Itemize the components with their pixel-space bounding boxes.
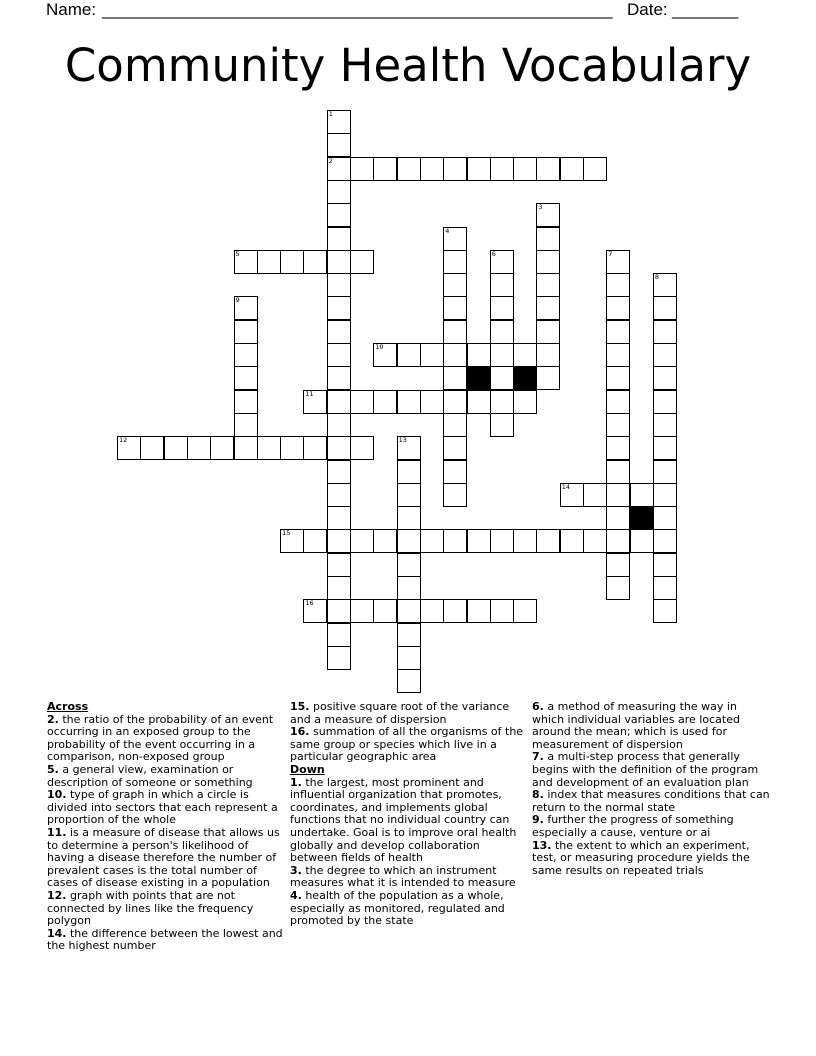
grid-cell[interactable]: [653, 343, 677, 367]
clue-item: [532, 789, 770, 814]
clue-item-text: a general view, examination or description of someone or something: [47, 762, 253, 789]
grid-cell[interactable]: [373, 390, 397, 414]
grid-cell[interactable]: [467, 157, 491, 181]
grid-cell[interactable]: [327, 273, 351, 297]
grid-cell[interactable]: [606, 273, 630, 297]
grid-cell[interactable]: [327, 483, 351, 507]
grid-cell[interactable]: [327, 180, 351, 204]
grid-cell[interactable]: [373, 157, 397, 181]
grid-cell[interactable]: [583, 529, 607, 553]
grid-cell[interactable]: [606, 506, 630, 530]
grid-cell[interactable]: [397, 669, 421, 693]
clue-heading: Across: [47, 700, 89, 713]
grid-cell[interactable]: [536, 296, 560, 320]
clue-item-text: health of the population as a whole, especially as monitored, regulated and promoted by the state: [290, 888, 505, 928]
clue-item: [532, 814, 770, 839]
grid-cell[interactable]: [234, 436, 258, 460]
clue-item: [47, 890, 285, 928]
clue-item-number: 14.: [47, 926, 67, 940]
clue-item-text: further the progress of something especially a cause, venture or ai: [532, 813, 734, 839]
grid-cell[interactable]: [606, 320, 630, 344]
grid-cell[interactable]: [397, 529, 421, 553]
clue-item: [47, 928, 285, 953]
grid-cell[interactable]: [187, 436, 211, 460]
grid-cell[interactable]: [234, 320, 258, 344]
grid-cell[interactable]: [397, 506, 421, 530]
clue-number: 12: [119, 436, 128, 445]
grid-cell[interactable]: [327, 623, 351, 647]
grid-cell[interactable]: [397, 646, 421, 670]
grid-cell[interactable]: [327, 553, 351, 577]
grid-cell[interactable]: [397, 343, 421, 367]
grid-cell[interactable]: [653, 483, 677, 507]
name-label: Name:: [46, 0, 97, 19]
grid-cell[interactable]: [164, 436, 188, 460]
clue-item-text: type of graph in which a circle is divided into sectors that each represent a proportion of the whole: [47, 788, 278, 827]
grid-cell[interactable]: [350, 390, 374, 414]
clue-item-text: the largest, most prominent and influential organization that promotes, coordinates, and implements global functions that no individual country can undertake. Goal is to improve oral health globally and develop collaboration between fields of health: [290, 775, 517, 865]
grid-cell[interactable]: [420, 599, 444, 623]
clue-item-text: the extent to which an experiment, test, or measuring procedure yields the same results on repeated trials: [532, 838, 750, 877]
name-line[interactable]: ______________________________________________________: [102, 0, 613, 19]
grid-cell[interactable]: [373, 529, 397, 553]
clue-item: [532, 751, 770, 789]
clue-item-number: 8.: [532, 788, 544, 802]
grid-cell[interactable]: [327, 366, 351, 390]
clue-item-text: is a measure of disease that allows us to determine a person's likelihood of having a disease therefore the number of prevalent cases is the total number of cases of disease existing in a population: [47, 825, 280, 890]
grid-cell[interactable]: [327, 203, 351, 227]
clue-number: 7: [608, 249, 613, 258]
grid-cell[interactable]: [443, 413, 467, 437]
grid-cell[interactable]: [536, 366, 560, 390]
grid-cell[interactable]: [653, 320, 677, 344]
grid-cell[interactable]: [210, 436, 234, 460]
clue-item: [532, 840, 770, 878]
grid-cell[interactable]: [536, 343, 560, 367]
grid-cell[interactable]: [606, 366, 630, 390]
grid-cell[interactable]: [420, 390, 444, 414]
grid-cell[interactable]: [443, 460, 467, 484]
grid-cell[interactable]: [327, 646, 351, 670]
grid-cell[interactable]: [606, 296, 630, 320]
grid-cell[interactable]: [490, 320, 514, 344]
grid-cell[interactable]: [606, 390, 630, 414]
grid-cell[interactable]: [490, 390, 514, 414]
grid-cell[interactable]: [490, 413, 514, 437]
clue-item-number: 5.: [47, 762, 59, 776]
grid-cell[interactable]: [653, 506, 677, 530]
grid-cell[interactable]: [397, 623, 421, 647]
grid-cell[interactable]: [536, 273, 560, 297]
grid-cell[interactable]: [234, 413, 258, 437]
grid-cell[interactable]: [397, 576, 421, 600]
grid-cell[interactable]: [467, 599, 491, 623]
grid-cell[interactable]: [560, 157, 584, 181]
grid-cell[interactable]: [327, 436, 351, 460]
grid-cell[interactable]: [560, 529, 584, 553]
clue-item-number: 2.: [47, 712, 59, 726]
grid-cell[interactable]: [513, 343, 537, 367]
blocked-cell: [467, 366, 491, 390]
grid-cell[interactable]: [443, 343, 467, 367]
grid-cell[interactable]: [234, 390, 258, 414]
clue-item: [290, 726, 528, 764]
clues-column-1: [47, 701, 285, 953]
grid-cell[interactable]: [280, 436, 304, 460]
clue-item: [290, 865, 528, 890]
grid-cell[interactable]: [443, 436, 467, 460]
clues-column-2: [290, 701, 528, 928]
clues-column-3: [532, 701, 770, 877]
grid-cell[interactable]: [653, 390, 677, 414]
grid-cell[interactable]: [327, 250, 351, 274]
clue-number: 14: [561, 482, 570, 491]
grid-cell[interactable]: [257, 436, 281, 460]
grid-cell[interactable]: [327, 460, 351, 484]
grid-cell[interactable]: [327, 529, 351, 553]
grid-cell[interactable]: [327, 390, 351, 414]
grid-cell[interactable]: [443, 483, 467, 507]
clue-item: [47, 827, 285, 890]
grid-cell[interactable]: [280, 250, 304, 274]
clue-number: 6: [491, 249, 496, 258]
clue-item-number: 3.: [290, 863, 302, 877]
grid-cell[interactable]: [467, 343, 491, 367]
grid-cell[interactable]: [303, 436, 327, 460]
clue-item-number: 6.: [532, 700, 544, 713]
grid-cell[interactable]: [653, 436, 677, 460]
grid-cell[interactable]: [350, 599, 374, 623]
grid-cell[interactable]: [420, 343, 444, 367]
grid-cell[interactable]: [397, 390, 421, 414]
grid-cell[interactable]: [583, 157, 607, 181]
clue-item-number: 12.: [47, 888, 67, 902]
grid-cell[interactable]: [303, 250, 327, 274]
clue-item-text: graph with points that are not connected by lines like the frequency polygon: [47, 888, 254, 928]
grid-cell[interactable]: [350, 436, 374, 460]
grid-cell[interactable]: [327, 296, 351, 320]
grid-cell[interactable]: [490, 529, 514, 553]
grid-cell[interactable]: [443, 599, 467, 623]
grid-cell[interactable]: [373, 599, 397, 623]
clue-item: [290, 890, 528, 928]
grid-cell[interactable]: [490, 599, 514, 623]
clue-item-number: 10.: [47, 788, 67, 802]
clue-number: 8: [654, 273, 660, 282]
clue-number: 3: [538, 203, 543, 212]
clue-number: 1: [328, 110, 333, 118]
grid-cell[interactable]: [536, 227, 560, 251]
clue-item: [290, 777, 528, 865]
grid-cell[interactable]: [443, 529, 467, 553]
clue-number: 11: [305, 389, 314, 398]
clue-item-text: the ratio of the probability of an event occurring in an exposed group to the probability of the event occurring in a comparison, non-exposed group: [47, 712, 274, 764]
grid-cell[interactable]: [257, 250, 281, 274]
clue-number: 2: [328, 156, 333, 165]
clue-number: 4: [445, 226, 450, 235]
clue-number: 10: [375, 343, 384, 351]
clue-number: 13: [398, 436, 407, 445]
grid-cell[interactable]: [467, 529, 491, 553]
grid-cell[interactable]: [327, 413, 351, 437]
clue-item-text: the difference between the lowest and the highest number: [47, 926, 283, 953]
grid-cell[interactable]: [140, 436, 164, 460]
grid-cell[interactable]: [234, 343, 258, 367]
grid-cell[interactable]: [443, 320, 467, 344]
grid-cell[interactable]: [606, 460, 630, 484]
clue-number: 9: [235, 296, 240, 305]
grid-cell[interactable]: [653, 296, 677, 320]
grid-cell[interactable]: [630, 483, 654, 507]
clue-item-number: 13.: [532, 838, 552, 852]
clue-item: [47, 789, 285, 827]
grid-cell[interactable]: [397, 483, 421, 507]
grid-cell[interactable]: [490, 273, 514, 297]
grid-cell[interactable]: [443, 296, 467, 320]
clue-item-text: the degree to which an instrument measures what it is intended to measure: [290, 863, 516, 890]
blocked-cell: [630, 506, 654, 530]
blocked-cell: [513, 366, 537, 390]
clue-item-text: summation of all the organisms of the same group or species which live in a particular geographic area: [290, 725, 524, 764]
grid-cell[interactable]: [397, 599, 421, 623]
grid-cell[interactable]: [327, 506, 351, 530]
grid-cell[interactable]: [513, 529, 537, 553]
clue-number: 5: [235, 249, 240, 258]
grid-cell[interactable]: [397, 460, 421, 484]
grid-cell[interactable]: [536, 320, 560, 344]
clue-item: [47, 764, 285, 789]
grid-cell[interactable]: [606, 483, 630, 507]
date-label: Date:: [627, 0, 668, 19]
grid-cell[interactable]: [490, 366, 514, 390]
grid-cell[interactable]: [350, 157, 374, 181]
grid-cell[interactable]: [513, 157, 537, 181]
grid-cell[interactable]: [653, 599, 677, 623]
grid-cell[interactable]: [536, 529, 560, 553]
grid-cell[interactable]: [606, 413, 630, 437]
clue-item-text: positive square root of the variance and a measure of dispersion: [290, 700, 510, 726]
grid-cell[interactable]: [443, 390, 467, 414]
grid-cell[interactable]: [350, 250, 374, 274]
grid-cell[interactable]: [606, 576, 630, 600]
grid-cell[interactable]: [420, 529, 444, 553]
clue-number: 15: [282, 529, 291, 538]
grid-cell[interactable]: [653, 413, 677, 437]
clue-item-number: 9.: [532, 813, 544, 827]
grid-cell[interactable]: [653, 553, 677, 577]
clue-item-number: 1.: [290, 775, 302, 789]
grid-cell[interactable]: [350, 529, 374, 553]
grid-cell[interactable]: [234, 366, 258, 390]
grid-cell[interactable]: [443, 273, 467, 297]
grid-cell[interactable]: [513, 599, 537, 623]
clue-heading: Down: [290, 762, 325, 776]
clue-number: 16: [305, 599, 314, 608]
grid-cell[interactable]: [327, 227, 351, 251]
grid-cell[interactable]: [327, 343, 351, 367]
grid-cell[interactable]: [490, 296, 514, 320]
grid-cell[interactable]: [327, 576, 351, 600]
grid-cell[interactable]: [630, 529, 654, 553]
grid-cell[interactable]: [443, 250, 467, 274]
grid-cell[interactable]: [397, 157, 421, 181]
grid-cell[interactable]: [303, 529, 327, 553]
grid-cell[interactable]: [583, 483, 607, 507]
grid-cell[interactable]: [443, 366, 467, 390]
grid-cell[interactable]: [606, 343, 630, 367]
grid-cell[interactable]: [327, 599, 351, 623]
grid-cell[interactable]: [490, 343, 514, 367]
clue-item-number: 11.: [47, 825, 67, 839]
grid-cell[interactable]: [467, 390, 491, 414]
clue-item: [532, 701, 770, 751]
clue-item-text: a multi-step process that generally begins with the definition of the program and development of an evaluation plan: [532, 750, 759, 789]
grid-cell[interactable]: [653, 460, 677, 484]
clue-item-number: 4.: [290, 888, 302, 902]
grid-cell[interactable]: [490, 157, 514, 181]
grid-cell[interactable]: [513, 390, 537, 414]
grid-cell[interactable]: [536, 157, 560, 181]
clue-item-text: a method of measuring the way in which individual variables are located around the mean; which is used for measurement of dispersion: [532, 700, 740, 751]
clue-item-number: 16.: [290, 725, 310, 739]
grid-cell[interactable]: [327, 133, 351, 157]
grid-cell[interactable]: [327, 320, 351, 344]
grid-cell[interactable]: [653, 576, 677, 600]
grid-cell[interactable]: [606, 436, 630, 460]
grid-cell[interactable]: [536, 250, 560, 274]
clue-item: [47, 714, 285, 764]
clue-item-number: 7.: [532, 750, 544, 764]
grid-cell[interactable]: [420, 157, 444, 181]
clue-item-text: index that measures conditions that can return to the normal state: [532, 788, 770, 814]
grid-cell[interactable]: [653, 366, 677, 390]
grid-cell[interactable]: [653, 529, 677, 553]
clue-item: [290, 701, 528, 726]
grid-cell[interactable]: [397, 553, 421, 577]
grid-cell[interactable]: [606, 553, 630, 577]
grid-cell[interactable]: [443, 157, 467, 181]
clue-item-number: 15.: [290, 700, 310, 713]
page-title: Community Health Vocabulary: [64, 39, 752, 92]
grid-cell[interactable]: [606, 529, 630, 553]
date-line[interactable]: _______: [672, 0, 739, 19]
